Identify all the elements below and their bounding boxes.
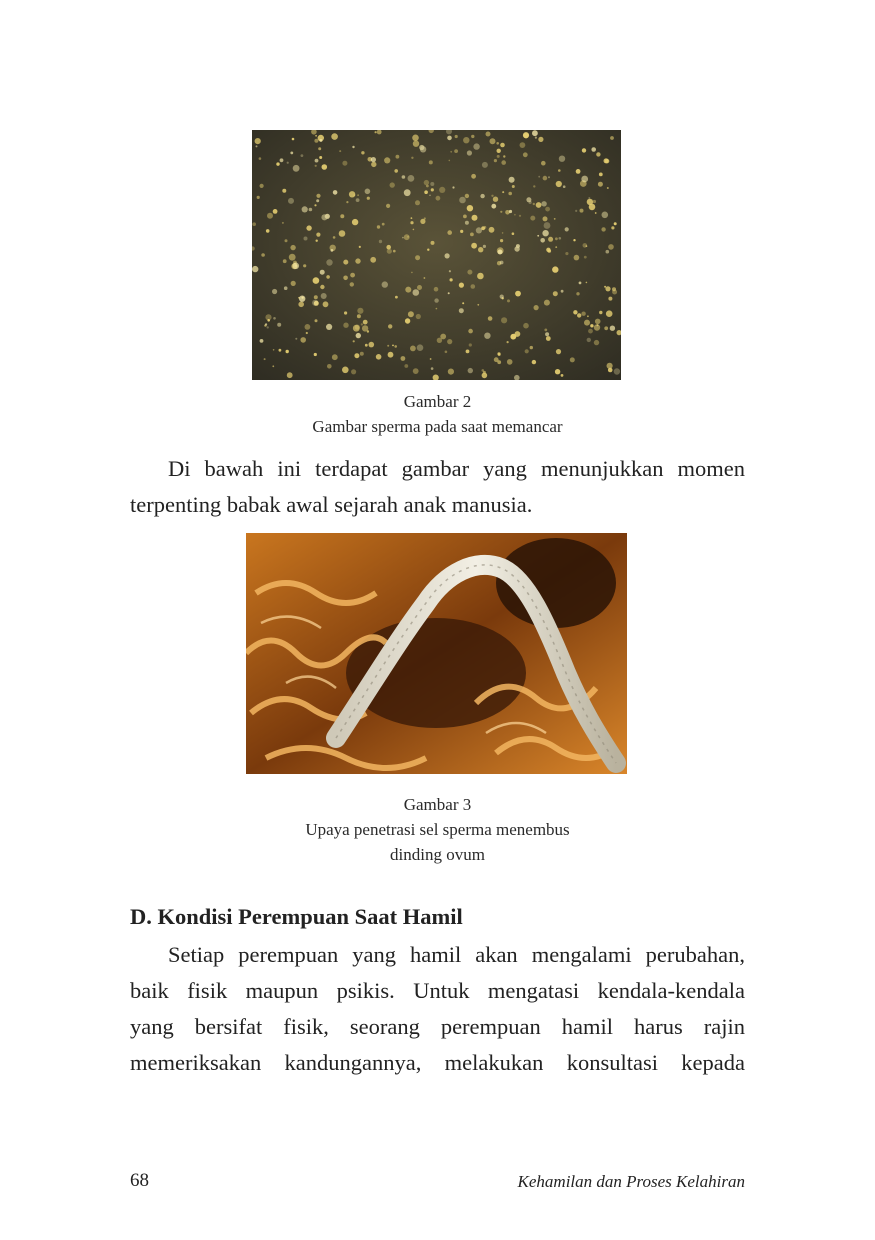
intro-line-2: terpenting babak awal sejarah anak manusia.	[130, 492, 533, 517]
intro-paragraph	[130, 451, 745, 523]
section-line-2: baik fisik maupun psikis. Untuk mengatasi kendala-kendala	[130, 978, 745, 1003]
running-footer-title: Kehamilan dan Proses Kelahiran	[517, 1172, 745, 1191]
figure-2-caption	[130, 389, 745, 439]
figure-2-label: Gambar 2	[403, 392, 472, 411]
page-number: 68	[130, 1170, 149, 1191]
section-line-4: memeriksakan kandungannya, melakukan konsultasi kepada	[130, 1050, 745, 1075]
sperm-penetration-micrograph	[246, 533, 627, 774]
section-heading: D. Kondisi Perempuan Saat Hamil	[130, 904, 463, 929]
intro-line-1: Di bawah ini terdapat gambar yang menunjukkan momen	[168, 456, 745, 481]
figure-2-description: Gambar sperma pada saat memancar	[312, 417, 563, 436]
figure-3-label: Gambar 3	[403, 795, 472, 814]
section-paragraph	[130, 937, 745, 1081]
figure-3-image	[246, 533, 627, 774]
figure-3-description-line-1: Upaya penetrasi sel sperma menembus	[305, 820, 570, 839]
figure-2-image	[252, 130, 621, 380]
section-line-3: yang bersifat fisik, seorang perempuan hamil harus rajin	[130, 1014, 745, 1039]
figure-3-description-line-2: dinding ovum	[390, 845, 485, 864]
section-line-1: Setiap perempuan yang hamil akan mengalami perubahan,	[168, 942, 745, 967]
figure-3-caption	[130, 792, 745, 867]
sperm-micrograph	[252, 130, 621, 380]
